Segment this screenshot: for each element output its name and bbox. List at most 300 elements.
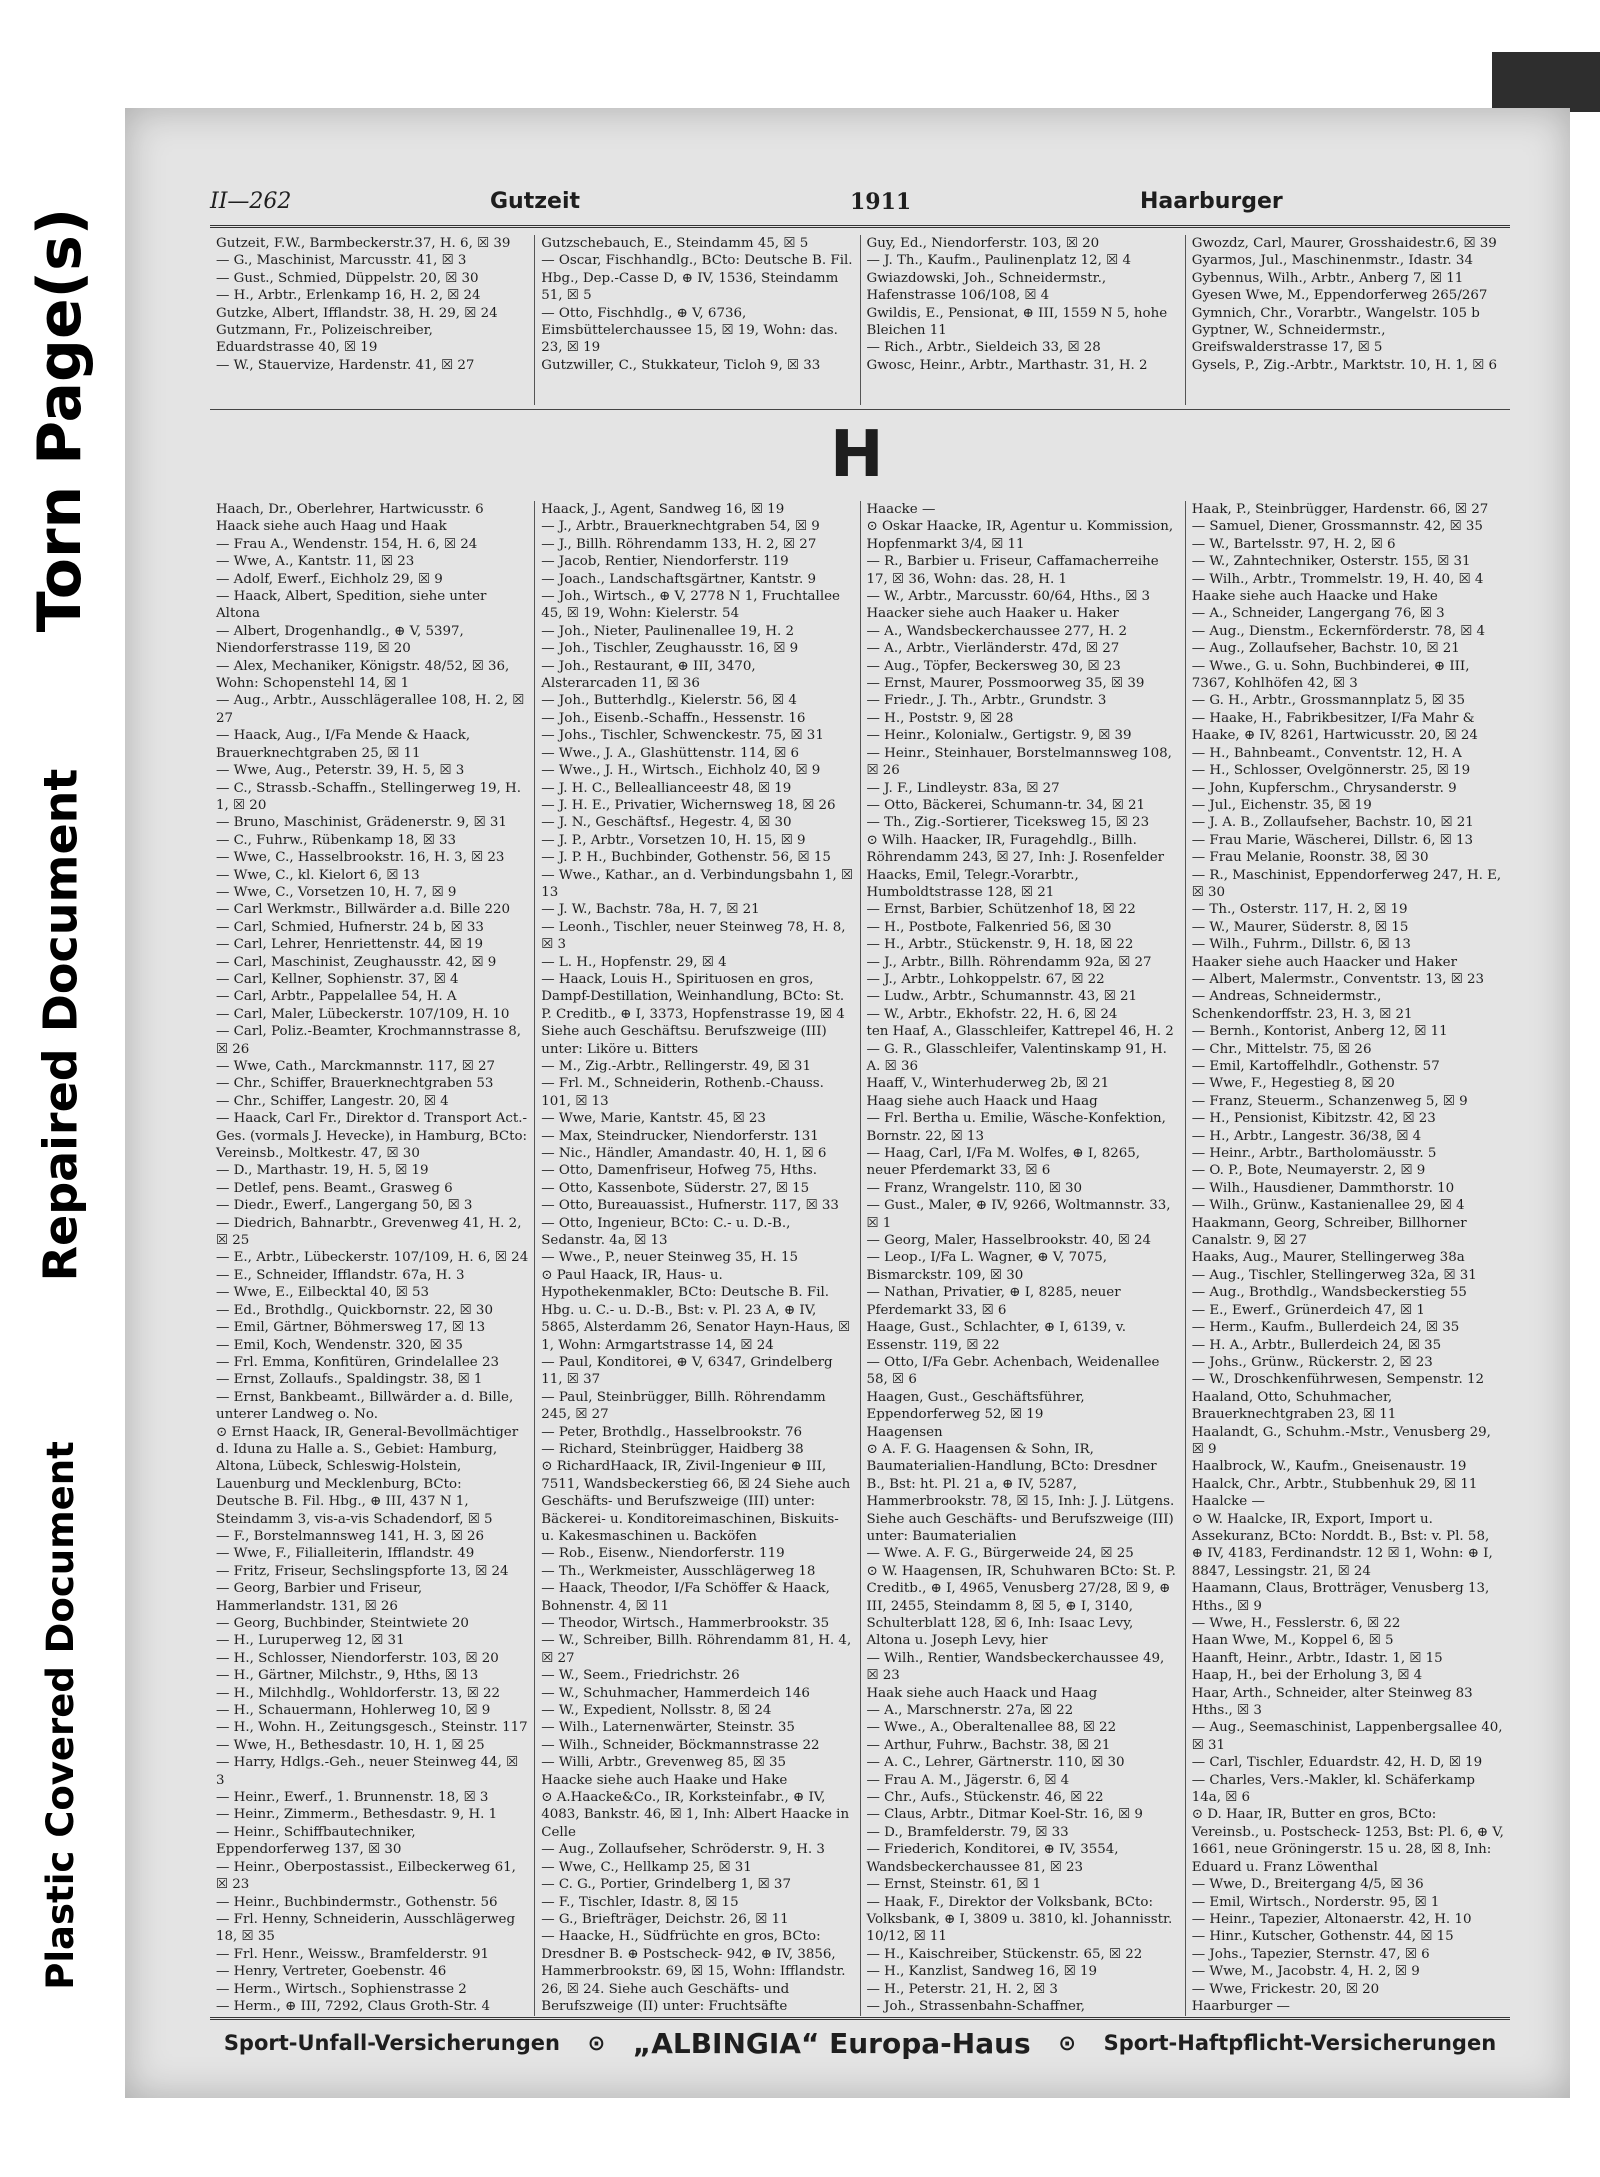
directory-entry: — W., Droschkenführwesen, Sempenstr. 12 [1191, 1372, 1485, 1388]
directory-entry: — Haack, Carl Fr., Direktor d. Transport Act.-Ges. (vormals J. Hevecke), in Hamburg, BCto: Vereinsb., Moltkestr. 47, ☒ 30 [216, 1111, 528, 1162]
directory-entry: — R., Barbier u. Friseur, Caffamacherreihe 17, ☒ 36, Wohn: das. 28, H. 1 [866, 554, 1159, 587]
top-column-1 [210, 235, 535, 405]
directory-entry: — Fritz, Friseur, Sechslingspforte 13, ☒ 24 [216, 1563, 509, 1579]
directory-entry: — Claus, Arbtr., Ditmar Koel-Str. 16, ☒ 9 [866, 1807, 1143, 1823]
footer-separator-icon: ⊙ [587, 2031, 606, 2055]
directory-entry: — Chr., Schiffer, Langestr. 20, ☒ 4 [216, 1093, 449, 1109]
directory-entry: — Ed., Brothdlg., Quickbornstr. 22, ☒ 30 [216, 1302, 493, 1318]
directory-entry: — Paul, Steinbrügger, Billh. Röhrendamm 245, ☒ 27 [541, 1389, 826, 1423]
directory-entry: — Jacob, Rentier, Niendorferstr. 119 [541, 554, 789, 570]
directory-entry: — C., Strassb.-Schaffn., Stellingerweg 19, H. 1, ☒ 20 [216, 780, 521, 813]
directory-entry: ⊙ W. Haagensen, IR, Schuhwaren BCto: St. P. Creditb., ⊕ I, 4965, Venusberg 27/28, ☒ 9, ⊕ III, 2455, Steindamm 8, ☒ 5, ⊕ I, 3140, Schulterblatt 128, ☒ 6, Inh: Isaac Levy, Altona u. Joseph Levy, hier [866, 1563, 1176, 1649]
directory-entry: — H., Bahnbeamt., Conventstr. 12, H. A [1191, 745, 1462, 761]
directory-entry: — A., Wandsbeckerchaussee 277, H. 2 [866, 623, 1128, 639]
header-rule [210, 225, 1510, 228]
directory-entry: — Andreas, Schneidermstr., Schenkendorffstr. 23, H. 3, ☒ 21 [1191, 989, 1413, 1022]
main-column-2 [535, 501, 860, 2016]
directory-entry: — Herm., ⊕ III, 7292, Claus Groth-Str. 4 [216, 1998, 491, 2014]
directory-entry: — Wwe, F., Hegestieg 8, ☒ 20 [1191, 1076, 1395, 1092]
directory-entry: — Heinr., Arbtr., Bartholomäusstr. 5 [1191, 1146, 1437, 1162]
top-column-2 [535, 235, 860, 405]
directory-entry: — Ernst, Maurer, Possmoorweg 35, ☒ 39 [866, 676, 1145, 692]
directory-entry: — W., Schuhmacher, Hammerdeich 146 [541, 1685, 810, 1701]
top-section-rule [210, 409, 1510, 410]
directory-entry: — Joach., Landschaftsgärtner, Kantstr. 9 [541, 571, 816, 587]
directory-entry: Haap, H., bei der Erholung 3, ☒ 4 [1191, 1668, 1423, 1684]
directory-entry: — Wwe., P., neuer Steinweg 35, H. 15 [541, 1250, 799, 1266]
header-last-name: Haarburger [1140, 189, 1283, 214]
directory-entry: — Wwe, H., Bethesdastr. 10, H. 1, ☒ 25 [216, 1737, 485, 1753]
section-letter: H [830, 418, 884, 492]
directory-entry: — John, Kupferschm., Chrysanderstr. 9 [1191, 780, 1457, 796]
directory-entry: Haak, P., Steinbrügger, Hardenstr. 66, ☒ 27 [1191, 502, 1489, 517]
directory-entry: — Wwe, C., Vorsetzen 10, H. 7, ☒ 9 [216, 884, 457, 900]
directory-entry: — Aug., Arbtr., Ausschlägerallee 108, H. 2, ☒ 27 [216, 693, 525, 726]
directory-entry: — Aug., Dienstm., Eckernförderstr. 78, ☒ 4 [1191, 623, 1486, 639]
directory-entry: — Carl, Arbtr., Pappelallee 54, H. A [216, 989, 457, 1005]
directory-entry: — Detlef, pens. Beamt., Grasweg 6 [216, 1180, 453, 1196]
directory-entry: — Albert, Malermstr., Conventstr. 13, ☒ 23 [1191, 971, 1485, 987]
directory-entry: — H., Wohn. H., Zeitungsgesch., Steinstr. 117 [216, 1720, 528, 1736]
directory-entry: — Peter, Brothdlg., Hasselbrookstr. 76 [541, 1424, 803, 1440]
directory-entry: — Wwe., J. H., Wirtsch., Eichholz 40, ☒ 9 [541, 763, 821, 779]
directory-entry: — Heinr., Buchbindermstr., Gothenstr. 56 [216, 1894, 498, 1910]
torn-pages-text: Torn Page(s) [25, 207, 95, 633]
directory-entry: Haalbrock, W., Kaufm., Gneisenaustr. 19 [1191, 1459, 1467, 1475]
directory-entry: — Wwe, Marie, Kantstr. 45, ☒ 23 [541, 1111, 766, 1127]
directory-entry: — E., Schneider, Ifflandstr. 67a, H. 3 [216, 1267, 465, 1283]
directory-entry: ⊙ A.Haacke&Co., IR, Korksteinfabr., ⊕ IV, 4083, Bankstr. 46, ☒ 1, Inh: Albert Haacke in Celle [541, 1790, 850, 1840]
directory-entry: Haagensen [866, 1424, 943, 1440]
directory-entry: — H., Milchhdlg., Wohldorferstr. 13, ☒ 22 [216, 1685, 501, 1701]
directory-entry: — Johs., Grünw., Rückerstr. 2, ☒ 23 [1191, 1354, 1433, 1370]
directory-entry: — Joh., Restaurant, ⊕ III, 3470, Alsterarcaden 11, ☒ 36 [541, 658, 756, 692]
directory-entry: — Richard, Steinbrügger, Haidberg 38 [541, 1441, 804, 1457]
directory-entry: — Frau A., Wendenstr. 154, H. 6, ☒ 24 [216, 536, 478, 552]
directory-entry: — Ernst, Steinstr. 61, ☒ 1 [866, 1877, 1042, 1893]
directory-entry: — G. R., Glasschleifer, Valentinskamp 91, H. A. ☒ 36 [866, 1041, 1167, 1074]
directory-entry: Gwiazdowski, Joh., Schneidermstr., Hafenstrasse 106/108, ☒ 4 [866, 270, 1107, 304]
directory-entry: ⊙ D. Haar, IR, Butter en gros, BCto: Vereinsb., u. Postscheck- 1253, Bst: Pl. 6, ⊕ V, 1661, neue Gröningerstr. 15 u. 28, ☒ 8, Inh: Eduard u. Franz Löwenthal [1191, 1807, 1504, 1875]
directory-entry: — J., Arbtr., Lohkoppelstr. 67, ☒ 22 [866, 971, 1105, 987]
directory-entry: — Wilh., Hausdiener, Dammthorstr. 10 [1191, 1180, 1455, 1196]
directory-entry: — Paul, Konditorei, ⊕ V, 6347, Grindelberg 11, ☒ 37 [541, 1354, 833, 1388]
directory-entry: — H., Pensionist, Kibitzstr. 42, ☒ 23 [1191, 1111, 1436, 1127]
directory-entry: — H., Arbtr., Stückenstr. 9, H. 18, ☒ 22 [866, 937, 1134, 953]
directory-entry: — F., Tischler, Idastr. 8, ☒ 15 [541, 1894, 739, 1910]
directory-entry: — Carl, Lehrer, Henriettenstr. 44, ☒ 19 [216, 937, 483, 953]
page-header [210, 183, 1510, 223]
directory-entry [216, 2015, 528, 2016]
directory-entry: — H., Postbote, Falkenried 56, ☒ 30 [866, 919, 1112, 935]
directory-entry: — Joh., Eisenb.-Schaffn., Hessenstr. 16 [541, 710, 806, 726]
directory-entry: — Aug., Tischler, Stellingerweg 32a, ☒ 31 [1191, 1267, 1477, 1283]
directory-entry: — H., Kaischreiber, Stückenstr. 65, ☒ 22 [866, 1946, 1143, 1962]
directory-entry: — H., Schauermann, Hohlerweg 10, ☒ 9 [216, 1703, 491, 1719]
directory-entry: — H., Peterstr. 21, H. 2, ☒ 3 [866, 1981, 1058, 1997]
footer-left-text: Sport-Unfall-Versicherungen [223, 2031, 560, 2055]
directory-entry: — Wwe, Cath., Marckmannstr. 117, ☒ 27 [216, 1059, 496, 1074]
directory-entry: — H. A., Arbtr., Bullerdeich 24, ☒ 35 [1191, 1337, 1442, 1353]
directory-entry: — M., Zig.-Arbtr., Rellingerstr. 49, ☒ 31 [541, 1059, 811, 1074]
directory-entry: — Herm., Kaufm., Bullerdeich 24, ☒ 35 [1191, 1320, 1460, 1336]
directory-entry: — Wwe, H., Fesslerstr. 6, ☒ 22 [1191, 1616, 1401, 1631]
directory-entry: — Chr., Aufs., Stückenstr. 46, ☒ 22 [866, 1790, 1104, 1806]
directory-entry: — Harry, Hdlgs.-Geh., neuer Steinweg 44, ☒ 3 [216, 1755, 519, 1788]
directory-entry: — Willi, Arbtr., Grevenweg 85, ☒ 35 [541, 1755, 786, 1771]
directory-entry: — J. A. B., Zollaufseher, Bachstr. 10, ☒ 21 [1191, 815, 1474, 831]
directory-entry: — Gust., Schmied, Düppelstr. 20, ☒ 30 [216, 270, 479, 286]
directory-entry: — Albert, Drogenhandlg., ⊕ V, 5397, Niendorferstrasse 119, ☒ 20 [216, 623, 464, 657]
directory-entry: — Wwe, E., Eilbecktal 40, ☒ 53 [216, 1285, 430, 1301]
directory-entry: — Bernh., Kontorist, Anberg 12, ☒ 11 [1191, 1024, 1448, 1040]
directory-entry: Haarburger — [1191, 1998, 1290, 2014]
directory-entry: Gutzschebauch, E., Steindamm 45, ☒ 5 [541, 236, 809, 251]
directory-entry: — Aug., Zollaufseher, Schröderstr. 9, H. 3 [541, 1842, 825, 1858]
directory-entry: Haakmann, Georg, Schreiber, Billhorner Canalstr. 9, ☒ 27 [1191, 1215, 1467, 1249]
directory-entry: — Aug., Zollaufseher, Bachstr. 10, ☒ 21 [1191, 641, 1460, 657]
footer-rule [210, 2017, 1510, 2020]
directory-entry: — Haag, Carl, I/Fa M. Wolfes, ⊕ I, 8265, neuer Pferdemarkt 33, ☒ 6 [866, 1146, 1141, 1179]
directory-entry: — Joh., Butterhdlg., Kielerstr. 56, ☒ 4 [541, 693, 797, 709]
directory-entry: — Nic., Händler, Amandastr. 40, H. 1, ☒ 6 [541, 1146, 827, 1162]
directory-entry [1192, 2015, 1504, 2016]
directory-entry: ⊙ A. F. G. Haagensen & Sohn, IR, Baumaterialien-Handlung, BCto: Dresdner B., Bst: ht. Pl. 21 a, ⊕ IV, 5287, Hammerbrookstr. 78, ☒ 15, Inh: J. J. Lütgens. Siehe auch Geschäfts- und Berufszweige (III) unter: Baumaterialien [866, 1441, 1175, 1544]
directory-entry: ten Haaf, A., Glasschleifer, Kattrepel 46, H. 2 [866, 1024, 1174, 1040]
directory-entry: Haage, Gust., Schlachter, ⊕ I, 6139, v. Essenstr. 119, ☒ 22 [866, 1320, 1127, 1353]
directory-entry: — Wwe, Frickestr. 20, ☒ 20 [1191, 1981, 1380, 1997]
directory-entry: — Carl, Tischler, Eduardstr. 42, H. D, ☒ 19 [1191, 1755, 1483, 1771]
directory-entry: — C., Fuhrw., Rübenkamp 18, ☒ 33 [216, 832, 457, 848]
directory-entry: Gutzmann, Fr., Polizeischreiber, Eduardstrasse 40, ☒ 19 [216, 323, 433, 356]
directory-entry: — J. Th., Kaufm., Paulinenplatz 12, ☒ 4 [866, 253, 1131, 269]
directory-entry: — Max, Steindrucker, Niendorferstr. 131 [541, 1128, 819, 1144]
directory-entry: — Frau Marie, Wäscherei, Dillstr. 6, ☒ 13 [1191, 832, 1474, 848]
directory-entry: — Diedrich, Bahnarbtr., Grevenweg 41, H. 2, ☒ 25 [216, 1215, 522, 1249]
directory-entry: — Otto, Kassenbote, Süderstr. 27, ☒ 15 [541, 1180, 810, 1196]
directory-entry: Gwildis, E., Pensionat, ⊕ III, 1559 N 5, hohe Bleichen 11 [866, 305, 1168, 339]
directory-entry: — Chr., Schiffer, Brauerknechtgraben 53 [216, 1076, 494, 1092]
directory-entry: — Frl. Emma, Konfitüren, Grindelallee 23 [216, 1354, 500, 1370]
directory-entry: — Wwe, Aug., Peterstr. 39, H. 5, ☒ 3 [216, 763, 465, 779]
directory-entry: Haacks, Emil, Telegr.-Vorarbtr., Humboldtstrasse 128, ☒ 21 [866, 867, 1079, 900]
directory-entry: — Frl. Bertha u. Emilie, Wäsche-Konfektion, Bornstr. 22, ☒ 13 [866, 1111, 1166, 1144]
directory-entry: — Haack, Theodor, I/Fa Schöffer & Haack, Bohnenstr. 4, ☒ 11 [541, 1581, 830, 1614]
directory-entry: Haake siehe auch Haacke und Hake [1191, 589, 1438, 605]
top-column-4 [1186, 235, 1510, 405]
page-number: II—262 [210, 189, 292, 214]
directory-entry: — Carl, Maler, Lübeckerstr. 107/109, H. 10 [216, 1006, 510, 1022]
directory-entry: — Otto, Bäckerei, Schumann-tr. 34, ☒ 21 [866, 797, 1145, 813]
directory-entry: Haaks, Aug., Maurer, Stellingerweg 38a [1191, 1250, 1465, 1266]
directory-entry: — Friederich, Konditorei, ⊕ IV, 3554, Wandsbeckerchaussee 81, ☒ 23 [866, 1842, 1119, 1875]
directory-entry: Haalck, Chr., Arbtr., Stubbenhuk 29, ☒ 11 [1191, 1476, 1478, 1492]
directory-entry: Haalandt, G., Schuhm.-Mstr., Venusberg 29, ☒ 9 [1191, 1424, 1491, 1457]
directory-entry: — Aug., Brothdlg., Wandsbeckerstieg 55 [1191, 1285, 1467, 1301]
directory-entry: — Carl, Maschinist, Zeughausstr. 42, ☒ 9 [216, 954, 497, 970]
directory-entry: — Wwe, D., Breitergang 4/5, ☒ 36 [1191, 1877, 1424, 1893]
scanned-page [125, 108, 1570, 2098]
directory-entry: — Otto, I/Fa Gebr. Achenbach, Weidenallee 58, ☒ 6 [866, 1354, 1160, 1388]
directory-entry: — Carl, Kellner, Sophienstr. 37, ☒ 4 [216, 971, 459, 987]
directory-entry: — Wwe, F., Filialleiterin, Ifflandstr. 49 [216, 1546, 475, 1562]
directory-entry: Gutzwiller, C., Stukkateur, Ticloh 9, ☒ 33 [541, 357, 821, 373]
directory-entry: Gysels, P., Zig.-Arbtr., Marktstr. 10, H. 1, ☒ 6 [1191, 357, 1498, 373]
main-column-4 [1186, 501, 1510, 2016]
directory-entry: — Wilh., Rentier, Wandsbeckerchaussee 49, ☒ 23 [866, 1650, 1165, 1684]
directory-entry: — J. H. C., Belleallianceestr 48, ☒ 19 [541, 780, 792, 796]
main-column-3 [861, 501, 1186, 2016]
directory-entry: — R., Maschinist, Eppendorferweg 247, H. E, ☒ 30 [1191, 867, 1502, 900]
directory-entry: Haaland, Otto, Schuhmacher, Brauerknechtgraben 23, ☒ 11 [1191, 1389, 1397, 1423]
directory-entry: — Leonh., Tischler, neuer Steinweg 78, H. 8, ☒ 3 [541, 919, 846, 953]
repaired-document-text: Repaired Document [33, 768, 88, 1282]
directory-entry: — W., Stauervize, Hardenstr. 41, ☒ 27 [216, 357, 475, 373]
directory-entry: — Haack, Albert, Spedition, siehe unter Altona [216, 589, 487, 622]
footer-advertisement [210, 2023, 1510, 2063]
directory-entry: — Wwe, A., Kantstr. 11, ☒ 23 [216, 554, 415, 570]
directory-entry: — Emil, Kartoffelhdlr., Gothenstr. 57 [1191, 1059, 1440, 1074]
directory-entry: — Carl, Schmied, Hufnerstr. 24 b, ☒ 33 [216, 919, 484, 935]
directory-entry: — Herm., Wirtsch., Sophienstrasse 2 [216, 1981, 467, 1997]
header-first-name: Gutzeit [490, 189, 581, 214]
directory-entry: — Frl. Henr., Weissw., Bramfelderstr. 91 [216, 1946, 490, 1962]
directory-entry: Haan Wwe, M., Koppel 6, ☒ 5 [1191, 1633, 1394, 1649]
directory-entry: Haaker siehe auch Haacker und Haker [1191, 954, 1457, 970]
directory-entry: — Oscar, Fischhandlg., BCto: Deutsche B. Fil. Hbg., Dep.-Casse D, ⊕ IV, 1536, Steindamm 51, ☒ 5 [541, 253, 853, 304]
directory-entry: — E., Arbtr., Lübeckerstr. 107/109, H. 6, ☒ 24 [216, 1250, 529, 1266]
directory-entry: — Wwe. A. F. G., Bürgerweide 24, ☒ 25 [866, 1546, 1134, 1562]
directory-entry: — W., Schreiber, Billh. Röhrendamm 81, H. 4, ☒ 27 [541, 1633, 852, 1666]
directory-entry: — W., Arbtr., Ekhofstr. 22, H. 6, ☒ 24 [866, 1006, 1118, 1022]
directory-entry: — Ernst, Bankbeamt., Billwärder a. d. Bille, unterer Landweg o. No. [216, 1389, 514, 1423]
directory-entry: — W., Arbtr., Marcusstr. 60/64, Hths., ☒ 3 [866, 589, 1151, 605]
directory-entry: — Friedr., J. Th., Arbtr., Grundstr. 3 [866, 693, 1107, 709]
directory-entry: — W., Seem., Friedrichstr. 26 [541, 1668, 740, 1684]
directory-entry: — A., Schneider, Langergang 76, ☒ 3 [1191, 606, 1445, 622]
directory-entry: — G. H., Arbtr., Grossmannplatz 5, ☒ 35 [1191, 693, 1465, 709]
directory-entry: — Haake, H., Fabrikbesitzer, I/Fa Mahr & Haake, ⊕ IV, 8261, Hartwicusstr. 20, ☒ 24 [1191, 710, 1478, 744]
directory-entry: — Bruno, Maschinist, Grädenerstr. 9, ☒ 31 [216, 815, 507, 831]
directory-entry: ⊙ Wilh. Haacker, IR, Furagehdlg., Billh. Röhrendamm 243, ☒ 27, Inh: J. Rosenfelder [866, 832, 1165, 866]
directory-entry: — Rich., Arbtr., Sieldeich 33, ☒ 28 [866, 340, 1101, 356]
directory-entry: — Joh., Strassenbahn-Schaffner, [866, 1998, 1086, 2014]
directory-entry: — Haack, Aug., I/Fa Mende & Haack, Brauerknechtgraben 25, ☒ 11 [216, 728, 471, 761]
directory-entry: Haaff, V., Winterhuderweg 2b, ☒ 21 [866, 1076, 1110, 1092]
directory-entry: — Otto, Ingenieur, BCto: C.- u. D.-B., Sedanstr. 4a, ☒ 13 [541, 1215, 791, 1249]
footer-separator-icon: ⊙ [1058, 2031, 1076, 2055]
directory-entry: — Th., Zig.-Sortierer, Ticeksweg 15, ☒ 23 [866, 815, 1150, 831]
directory-entry: — Heinr., Steinhauer, Borstelmannsweg 108, ☒ 26 [866, 745, 1172, 779]
directory-entry: — Hinr., Kutscher, Gothenstr. 44, ☒ 15 [1191, 1929, 1454, 1945]
directory-entry: Gutzeit, F.W., Barmbeckerstr.37, H. 6, ☒ 39 [216, 236, 511, 251]
directory-entry: Haacker siehe auch Haaker u. Haker [866, 606, 1119, 622]
directory-entry: Haag siehe auch Haack und Haag [866, 1093, 1098, 1109]
directory-entry: Haar, Arth., Schneider, alter Steinweg 83 Hths., ☒ 3 [1191, 1685, 1473, 1719]
directory-entry: — A., Arbtr., Vierländerstr. 47d, ☒ 27 [866, 641, 1120, 657]
directory-entry: — Wilh., Arbtr., Trommelstr. 19, H. 40, ☒ 4 [1191, 571, 1484, 587]
directory-entry: Haak siehe auch Haack und Haag [866, 1685, 1098, 1701]
directory-entry: — Diedr., Ewerf., Langergang 50, ☒ 3 [216, 1198, 473, 1214]
directory-entry: — Wwe., Kathar., an d. Verbindungsbahn 1, ☒ 13 [541, 867, 854, 900]
directory-entry: Gyptner, W., Schneidermstr., Greifswalderstrasse 17, ☒ 5 [1191, 323, 1386, 356]
directory-entry: Gutzke, Albert, Ifflandstr. 38, H. 29, ☒ 24 [216, 305, 498, 321]
directory-entry: — Haack, Louis H., Spirituosen en gros, Dampf-Destillation, Weinhandlung, BCto: St. P. Creditb., ⊕ I, 3373, Hopfenstrasse 19, ☒ 4 Siehe auch Geschäftsu. Berufszweige (III) unter: Liköre u. Bitters [541, 971, 845, 1057]
directory-entry: — D., Bramfelderstr. 79, ☒ 33 [866, 1824, 1069, 1840]
directory-entry: Haacke — [866, 502, 936, 517]
directory-entry: — Carl Werkmstr., Billwärder a.d. Bille 220 [216, 902, 511, 918]
directory-entry: — J. H. E., Privatier, Wichernsweg 18, ☒ 26 [541, 797, 836, 813]
top-column-3 [861, 235, 1186, 405]
directory-entry: — Wwe., J. A., Glashüttenstr. 114, ☒ 6 [541, 745, 800, 761]
directory-entry: Haack siehe auch Haag und Haak [216, 519, 447, 535]
directory-entry: — Wilh., Grünw., Kastanienallee 29, ☒ 4 [1191, 1198, 1465, 1214]
directory-entry: — Arthur, Fuhrw., Bachstr. 38, ☒ 21 [866, 1737, 1111, 1753]
directory-entry: — Aug., Töpfer, Beckersweg 30, ☒ 23 [866, 658, 1121, 674]
directory-entry: — Georg, Maler, Hasselbrookstr. 40, ☒ 24 [866, 1233, 1152, 1249]
directory-entry: — Heinr., Kolonialw., Gertigstr. 9, ☒ 39 [866, 728, 1132, 744]
directory-entry: ⊙ Paul Haack, IR, Haus- u. Hypothekenmakler, BCto: Deutsche B. Fil. Hbg. u. C.- u. D.-B., Bst: v. Pl. 23 A, ⊕ IV, 5865, Alsterdamm 26, Senator Hayn-Haus, ☒ 1, Wohn: Armgartstrasse 14, ☒ 24 [541, 1267, 850, 1353]
directory-entry: — Wwe, C., Hellkamp 25, ☒ 31 [541, 1859, 752, 1875]
directory-entry: — Otto, Fischhdlg., ⊕ V, 6736, Eimsbüttelerchaussee 15, ☒ 19, Wohn: das. 23, ☒ 19 [541, 305, 838, 356]
plastic-covered-text: Plastic Covered Document [38, 1440, 82, 1990]
torn-pages-label [0, 150, 120, 690]
directory-entry: — Frau A. M., Jägerstr. 6, ☒ 4 [866, 1772, 1070, 1788]
directory-entry: Haamann, Claus, Brotträger, Venusberg 13, Hths., ☒ 9 [1191, 1581, 1490, 1614]
directory-entry: — Th., Osterstr. 117, H. 2, ☒ 19 [1191, 902, 1408, 918]
directory-entry: — Nathan, Privatier, ⊕ I, 8285, neuer Pferdemarkt 33, ☒ 6 [866, 1285, 1121, 1318]
directory-entry: — Emil, Koch, Wendenstr. 320, ☒ 35 [216, 1337, 463, 1353]
directory-entry: — Ernst, Barbier, Schützenhof 18, ☒ 22 [866, 902, 1136, 918]
directory-entry: — H., Gärtner, Milchstr., 9, Hths, ☒ 13 [216, 1668, 479, 1684]
directory-entry: — Franz, Wrangelstr. 110, ☒ 30 [866, 1180, 1083, 1196]
directory-entry: — A. C., Lehrer, Gärtnerstr. 110, ☒ 30 [866, 1755, 1125, 1771]
directory-entry: — Wwe, M., Jacobstr. 4, H. 2, ☒ 9 [1191, 1964, 1420, 1980]
directory-entry: — G., Briefträger, Deichstr. 26, ☒ 11 [541, 1911, 789, 1927]
directory-entry: — Ludw., Arbtr., Schumannstr. 43, ☒ 21 [866, 989, 1137, 1005]
directory-entry: — H., Arbtr., Erlenkamp 16, H. 2, ☒ 24 [216, 288, 481, 304]
directory-entry: — Emil, Wirtsch., Norderstr. 95, ☒ 1 [1191, 1894, 1440, 1910]
directory-entry: — J. F., Lindleystr. 83a, ☒ 27 [866, 780, 1060, 796]
directory-entry: Haacke siehe auch Haake und Hake [541, 1772, 788, 1788]
directory-entry: — Heinr., Schiffbautechniker, Eppendorferweg 137, ☒ 30 [216, 1824, 416, 1858]
directory-entry: — Samuel, Diener, Grossmannstr. 42, ☒ 35 [1191, 519, 1483, 535]
directory-entry: — Wwe., G. u. Sohn, Buchbinderei, ⊕ III, 7367, Kohlhöfen 42, ☒ 3 [1191, 658, 1470, 692]
directory-entry: — F., Borstelmannsweg 141, H. 3, ☒ 26 [216, 1528, 484, 1544]
directory-entry: — Rob., Eisenw., Niendorferstr. 119 [541, 1546, 785, 1562]
directory-entry: — C. G., Portier, Grindelberg 1, ☒ 37 [541, 1877, 791, 1893]
directory-entry: — W., Bartelsstr. 97, H. 2, ☒ 6 [1191, 536, 1396, 552]
directory-entry: ⊙ Ernst Haack, IR, General-Bevollmächtiger d. Iduna zu Halle a. S., Gebiet: Hamburg, Altona, Lübeck, Schleswig-Holstein, Lauenburg und Mecklenburg, BCto: Deutsche B. Fil. Hbg., ⊕ III, 437 N 1, Steindamm 3, vis-a-vis Schadendorf, ☒ 5 [216, 1424, 519, 1527]
top-columns [210, 235, 1510, 405]
directory-entry: — Theodor, Wirtsch., Hammerbrookstr. 35 [541, 1616, 830, 1631]
directory-entry: — J. N., Geschäftsf., Hegestr. 4, ☒ 30 [541, 815, 792, 831]
directory-entry: Gwosc, Heinr., Arbtr., Marthastr. 31, H. 2 [866, 357, 1148, 373]
directory-entry: Haagen, Gust., Geschäftsführer, Eppendorferweg 52, ☒ 19 [866, 1389, 1085, 1423]
directory-entry: — Otto, Damenfriseur, Hofweg 75, Hths. [541, 1163, 817, 1179]
directory-entry: — Wwe, C., Hasselbrookstr. 16, H. 3, ☒ 23 [216, 850, 505, 866]
directory-entry: — Joh., Tischler, Zeughausstr. 16, ☒ 9 [541, 641, 799, 657]
footer-right-text: Sport-Haftpflicht-Versicherungen [1103, 2031, 1497, 2055]
directory-entry: — J., Arbtr., Brauerknechtgraben 54, ☒ 9 [541, 519, 820, 535]
directory-entry: — Frau Melanie, Roonstr. 38, ☒ 30 [1191, 850, 1429, 866]
directory-entry: ⊙ W. Haalcke, IR, Export, Import u. Assekuranz, BCto: Norddt. B., Bst: v. Pl. 58, ⊕ IV, 4183, Ferdinandstr. 12 ☒ 1, Wohn: ⊕ I, 8847, Lessingstr. 21, ☒ 24 [1191, 1511, 1493, 1579]
directory-entry: — Joh., Nieter, Paulinenallee 19, H. 2 [541, 623, 795, 639]
directory-entry: — H., Luruperweg 12, ☒ 31 [216, 1633, 405, 1649]
directory-entry: — A., Marschnerstr. 27a, ☒ 22 [866, 1703, 1074, 1719]
directory-entry: Gwozdz, Carl, Maurer, Grosshaidestr.6, ☒ 39 [1191, 236, 1497, 251]
directory-entry: Gybennus, Wilh., Arbtr., Anberg 7, ☒ 11 [1191, 270, 1464, 286]
directory-entry: — Heinr., Ewerf., 1. Brunnenstr. 18, ☒ 3 [216, 1790, 489, 1806]
directory-entry: — O. P., Bote, Neumayerstr. 2, ☒ 9 [1191, 1163, 1426, 1179]
directory-entry: — Carl, Poliz.-Beamter, Krochmannstrasse 8, ☒ 26 [216, 1024, 522, 1057]
directory-entry: — Th., Werkmeister, Ausschlägerweg 18 [541, 1563, 816, 1579]
directory-entry: — Haacke, H., Südfrüchte en gros, BCto: Dresdner B. ⊕ Postscheck- 942, ⊕ IV, 3856, Hammerbrookstr. 69, ☒ 15, Wohn: Ifflandstr. 26, ☒ 24. Siehe auch Geschäfts- und Berufszweige (II) unter: Fruchtsäfte [541, 1929, 846, 2014]
directory-entry: ⊙ Oskar Haacke, IR, Agentur u. Kommission, Hopfenmarkt 3/4, ☒ 11 [866, 519, 1174, 552]
directory-entry: — Jul., Eichenstr. 35, ☒ 19 [1191, 797, 1372, 813]
directory-entry: — Henry, Vertreter, Goebenstr. 46 [216, 1964, 447, 1980]
directory-entry: — Otto, Bureauassist., Hufnerstr. 117, ☒ 33 [541, 1198, 839, 1214]
footer-center-text: „ALBINGIA“ Europa-Haus [632, 2026, 1031, 2060]
directory-entry: Guy, Ed., Niendorferstr. 103, ☒ 20 [866, 236, 1100, 251]
directory-entry: — Johs., Tapezier, Sternstr. 47, ☒ 6 [1191, 1946, 1430, 1962]
directory-entry: — Heinr., Tapezier, Altonaerstr. 42, H. 10 [1191, 1911, 1472, 1927]
directory-entry: — Aug., Seemaschinist, Lappenbergsallee 40, ☒ 31 [1191, 1720, 1503, 1753]
directory-entry: — Chr., Mittelstr. 75, ☒ 26 [1191, 1041, 1372, 1057]
directory-entry: — Charles, Vers.-Makler, kl. Schäferkamp 14a, ☒ 6 [1191, 1772, 1475, 1806]
directory-entry: — Wilh., Laternenwärter, Steinstr. 35 [541, 1720, 795, 1736]
main-column-1 [210, 501, 535, 2016]
directory-entry: Gyesen Wwe, M., Eppendorferweg 265/267 [1191, 288, 1488, 304]
directory-entry: — Joh., Wirtsch., ⊕ V, 2778 N 1, Fruchtallee 45, ☒ 19, Wohn: Kielerstr. 54 [541, 589, 840, 622]
directory-entry: — J., Arbtr., Billh. Röhrendamm 92a, ☒ 27 [866, 954, 1152, 970]
directory-entry: — W., Maurer, Süderstr. 8, ☒ 15 [1191, 919, 1409, 935]
directory-entry: Haach, Dr., Oberlehrer, Hartwicusstr. 6 [216, 502, 484, 517]
directory-entry: — Wilh., Schneider, Böckmannstrasse 22 [541, 1737, 820, 1753]
main-columns [210, 501, 1510, 2016]
directory-entry: — H., Schlosser, Ovelgönnerstr. 25, ☒ 19 [1191, 763, 1471, 779]
repaired-document-label [0, 745, 120, 1305]
directory-entry: ⊙ RichardHaack, IR, Zivil-Ingenieur ⊕ III, 7511, Wandsbeckerstieg 66, ☒ 24 Siehe auch Geschäfts- und Berufszweige (III) unter: Bäckerei- u. Konditoreimaschinen, Biskuits- u. Kakesmaschinen u. Backöfen [541, 1459, 851, 1544]
directory-entry: Haalcke — [1191, 1494, 1265, 1510]
directory-entry: — H., Kanzlist, Sandweg 16, ☒ 19 [866, 1964, 1098, 1980]
directory-entry: — J. W., Bachstr. 78a, H. 7, ☒ 21 [541, 902, 760, 918]
directory-entry: — Wwe., A., Oberaltenallee 88, ☒ 22 [866, 1720, 1117, 1736]
directory-entry: — L. H., Hopfenstr. 29, ☒ 4 [541, 954, 727, 970]
directory-entry: — Johs., Tischler, Schwenckestr. 75, ☒ 31 [541, 728, 824, 744]
scanner-background-corner [1492, 52, 1600, 112]
directory-entry: — Wwe, C., kl. Kielort 6, ☒ 13 [216, 867, 420, 883]
directory-entry: — J., Billh. Röhrendamm 133, H. 2, ☒ 27 [541, 536, 817, 552]
directory-entry: — Ernst, Zollaufs., Spaldingstr. 38, ☒ 1 [216, 1372, 483, 1388]
directory-entry: — J. P. H., Buchbinder, Gothenstr. 56, ☒ 15 [541, 850, 831, 866]
directory-entry: — W., Zahntechniker, Osterstr. 155, ☒ 31 [1191, 554, 1471, 570]
directory-entry: Gymnich, Chr., Vorarbtr., Wangelstr. 105 b [1191, 305, 1480, 321]
directory-entry: — Adolf, Ewerf., Eichholz 29, ☒ 9 [216, 571, 443, 587]
directory-entry: — Georg, Barbier und Friseur, Hammerlandstr. 131, ☒ 26 [216, 1581, 423, 1614]
directory-entry: — H., Poststr. 9, ☒ 28 [866, 710, 1014, 726]
page-content [210, 183, 1510, 2063]
directory-entry: — Leop., I/Fa L. Wagner, ⊕ V, 7075, Bismarckstr. 109, ☒ 30 [866, 1250, 1107, 1283]
directory-entry: Haanft, Heinr., Arbtr., Idastr. 1, ☒ 15 [1191, 1650, 1443, 1666]
directory-entry: — Franz, Steuerm., Schanzenweg 5, ☒ 9 [1191, 1093, 1468, 1109]
directory-entry: — W., Expedient, Nollsstr. 8, ☒ 24 [541, 1703, 772, 1719]
directory-entry: — H., Arbtr., Langestr. 36/38, ☒ 4 [1191, 1128, 1422, 1144]
directory-entry: Gyarmos, Jul., Maschinenmstr., Idastr. 34 [1191, 253, 1473, 269]
directory-entry: — Haak, F., Direktor der Volksbank, BCto: Volksbank, ⊕ I, 3809 u. 3810, kl. Johannisstr. 10/12, ☒ 11 [866, 1894, 1173, 1945]
plastic-covered-label [0, 1395, 120, 2035]
directory-entry: — J. P., Arbtr., Vorsetzen 10, H. 15, ☒ 9 [541, 832, 806, 848]
